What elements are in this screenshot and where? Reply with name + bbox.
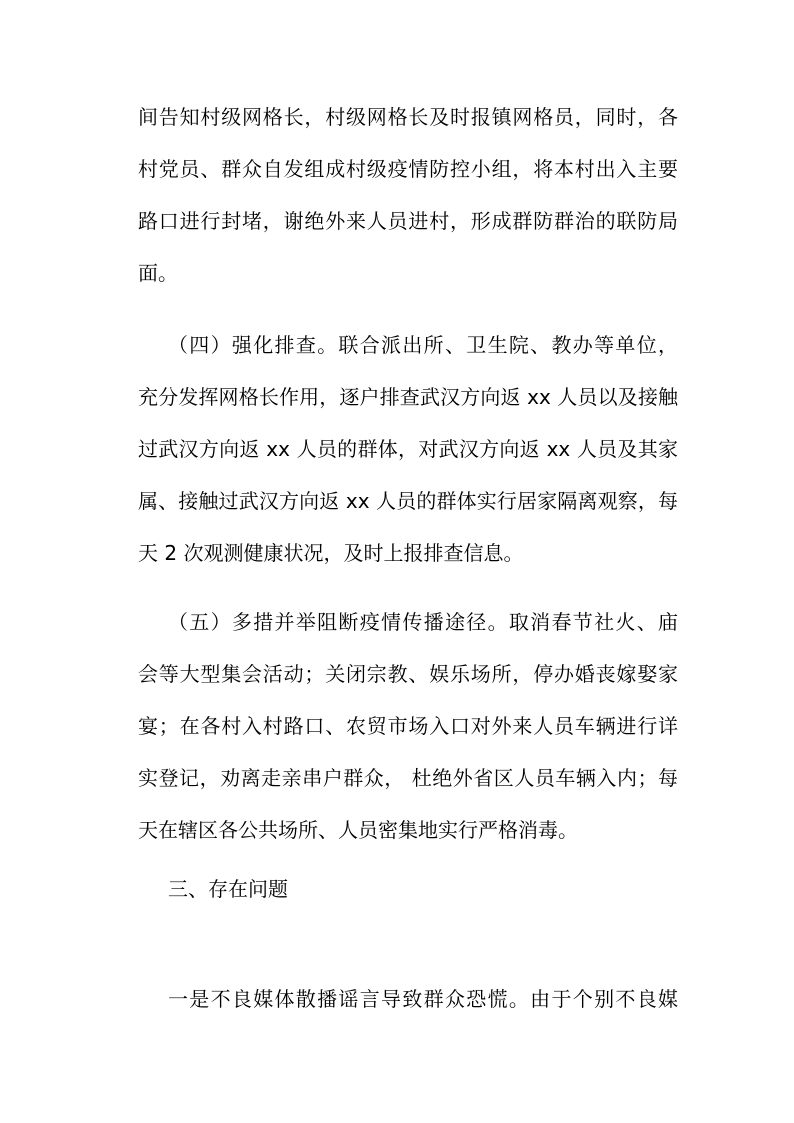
- text-line: 过武汉方向返 xx 人员的群体，对武汉方向返 xx 人员及其家: [138, 437, 678, 461]
- paragraph-problem-1: [138, 973, 678, 1025]
- text-line: 属、接触过武汉方向返 xx 人员的群体实行居家隔离观察，每: [138, 489, 678, 513]
- text-line: 面。: [138, 261, 178, 285]
- section-heading: [138, 863, 678, 915]
- heading-text: 三、存在问题: [168, 877, 288, 901]
- paragraph-section-5: [138, 596, 678, 856]
- text-line: 路口进行封堵，谢绝外来人员进村，形成群防群治的联防局: [138, 209, 678, 233]
- text-line: 会等大型集会活动；关闭宗教、娱乐场所，停办婚丧嫁娶家: [138, 662, 678, 686]
- paragraph-section-4: [138, 319, 678, 579]
- text-line: 村党员、群众自发组成村级疫情防控小组，将本村出入主要: [138, 157, 678, 181]
- paragraph-continued: [138, 91, 678, 299]
- text-line: 天 2 次观测健康状况，及时上报排查信息。: [138, 541, 524, 565]
- text-line: （四）强化排查。联合派出所、卫生院、教办等单位，: [168, 333, 678, 357]
- text-line: 天在辖区各公共场所、人员密集地实行严格消毒。: [138, 818, 578, 842]
- text-line: 充分发挥网格长作用，逐户排查武汉方向返 xx 人员以及接触: [138, 385, 678, 409]
- text-line: 一是不良媒体散播谣言导致群众恐慌。由于个别不良媒: [168, 987, 678, 1011]
- text-line: 宴；在各村入村路口、农贸市场入口对外来人员车辆进行详: [138, 714, 678, 738]
- text-line: （五）多措并举阻断疫情传播途径。取消春节社火、庙: [168, 610, 678, 634]
- text-line: 间告知村级网格长，村级网格长及时报镇网格员，同时，各: [138, 105, 678, 129]
- text-line: 实登记，劝离走亲串户群众， 杜绝外省区人员车辆入内；每: [138, 766, 678, 790]
